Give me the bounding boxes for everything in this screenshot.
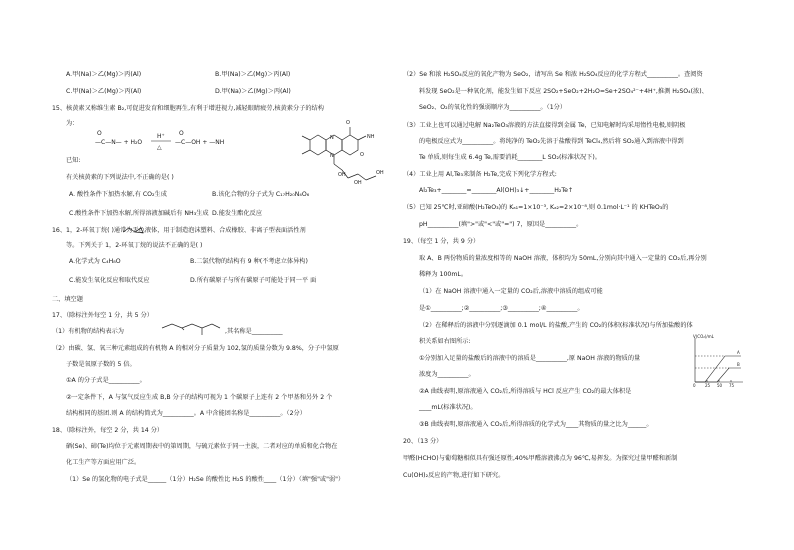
reaction-equation [95,130,245,152]
q20-line1: 甲醛(HCHO)与葡萄糖相似具有强还原性,40%甲醛溶液沸点为 96℃,易挥发。为探究过量甲醛和新制 [403,455,678,462]
co2-volume-graph [685,334,745,389]
q19-line1: 取 A、B 两份物质的量浓度相等的 NaOH 溶液，体积均为 50mL,分别向其中通入一定量的 CO₂后,再分别 [419,255,707,262]
q20-header: 20、（13 分） [403,438,443,445]
q16-option-b: B.二氯代物的结构有 9 种(不考虑立体异构) [190,258,308,265]
q16-option-a: A.化学式为 C₄H₈O [69,258,121,265]
q17-part2-line4: ②一定条件下，A 与氢气反应生成 B,B 分子的结构可视为 1 个碳原子上连有 2 个甲基和另外 2 个 [66,394,333,401]
graph-xtick-3: 75 [729,383,735,388]
svg-text:O: O [346,120,350,126]
svg-text:—C—OH + —NH: —C—OH + —NH [175,139,225,146]
riboflavin-structure [296,112,388,190]
q19-part2-line3: ①分别加入足量的盐酸后的溶液中的溶质是__________,原 NaOH 溶液的物质的量 [419,355,641,362]
q17-header: 17、（除标注外每空 1 分，共 5 分） [52,312,153,319]
q18-part5-line1: （5）已知 25℃时,亚碲酸(H₂TeO₃)的 Kₐ₁=1×10⁻³, Kₐ₂=2×10⁻⁸,则 0.1mol·L⁻¹ 的 KHTeO₃的 [403,204,669,211]
q19-part1-line1: （1）在 NaOH 溶液中通入一定量的 CO₂后,溶液中溶质的组成可能 [419,288,603,295]
q18-line2: 化工生产等方面应用广泛。 [66,459,141,466]
svg-text:N: N [330,153,334,159]
q16-line1: 16、1，2-环氧丁烷( )通常为无色液体，用于制造泡沫塑料、合成橡胶、非离子型表面活性剂 [52,227,306,234]
graph-xtick-0: 0 [693,383,696,388]
q18-part3-line2: 的电极反应式为__________。将纯净的 TeO₂先溶于盐酸得到 TeCl₄,然后将 SO₂通入到溶液中得到 [419,138,684,145]
svg-text:△: △ [157,144,162,151]
q19-part2-line6: ____mL(标准状况)。 [419,404,477,411]
svg-text:OH: OH [354,180,362,186]
q18-part3-line3: Te 单质,则每生成 6.4g Te,需要消耗________L SO₂(标准状况下)。 [419,154,601,161]
q19-line2: 稀释为 100mL。 [419,271,468,278]
skeletal-formula [160,318,222,336]
q19-part2-line7: ③B 曲线表明,原溶液通入 CO₂后,所得溶质的化学式为____其物质的量之比为______。 [419,421,653,428]
q18-part2-line1: （2）Se 和浓 H₂SO₄反应的氧化产物为 SeO₂，请写出 Se 和浓 H₂SO₄反应的化学方程式__________。查阅资 [403,71,703,78]
q17-part2-line5: 结构相同的基团.则 A 的结构简式为__________。A 中含能团名称是__________。（2分） [66,410,306,417]
section-2-title: 二、填空题 [52,296,83,303]
graph-xtick-2: 50 [717,383,723,388]
known-label: 已知: [66,157,81,164]
graph-curve-b-label: B [737,362,740,367]
q18-part2-line2: 料发现 SeO₂是一种氧化剂，能发生如下反应 2SO₂+SeO₂+2H₂O=Se+2SO₄²⁻+4H⁺,推测 H₂SO₄(浓)、 [419,88,708,95]
q14-option-c: C.甲(Na)＞乙(Mg)＞丙(Al) [66,88,142,95]
q15-option-c: C.酸性条件下加热水解,所得溶液加碱后有 NH₃生成 [69,210,209,217]
graph-ylabel: V(CO₂)/mL [693,334,714,339]
q18-part3-line1: （3）工业上也可以通过电解 Na₂TeO₃溶液的方法直接得到金属 Te，已知电解时均采用惰性电极,则阴极 [403,122,686,129]
q18-part4-equation: Al₂Te₃+________=________Al(OH)₃↓+________H₂Te↑ [419,187,574,194]
q20-line2: Cu(OH)₂反应的产物,进行如下研究。 [403,472,505,479]
q15-option-b: B.该化合物的分子式为 C₁₇H₂₀N₄O₆ [212,191,310,198]
svg-text:OH: OH [376,170,384,176]
q14-option-d: D.甲(Na)＞乙(Mg)＞丙(Al) [215,88,291,95]
q14-option-a: A.甲(Na)＞乙(Mg)＞丙(Al) [66,71,142,78]
q16-option-d: D.所有碳原子与所有碳原子可能处于同一平 面 [190,277,317,284]
q15-question: 有关核黄素的下列说法中,不正确的是( ) [66,174,174,181]
q18-part5-line2: pH__________(填">"或"<"或"=") 7，原因是__________。 [419,221,583,228]
q19-part2-line5: ②A 曲线表明,原溶液通入 CO₂后,所得溶质与 HCl 反应产生 CO₂的最大体积是 [419,388,632,395]
svg-text:—C—N— + H₂O: —C—N— + H₂O [95,139,143,146]
svg-text:N: N [330,135,334,141]
q16-line2: 等。下列关于 1，2-环氧丁烷的说法不正确的是( ) [66,242,203,249]
q19-part1-line2: 是①__________;②__________;③__________;④__________。 [419,305,584,312]
q15-line1: 15、核黄素又称维生素 B₂,可促进发育和细胞再生,有利于增进视力,减轻眼睛疲劳,核黄素分子的结构 [52,105,324,112]
q15-line2: 为： [66,120,79,127]
q18-part2-line3: SeO₂、O₂的氧化性的强弱顺序为__________。（1分） [419,104,567,111]
q17-part2-line1: （2）由碳、氢、氧三种元素组成的有机物 A 的相对分子质量为 102,氢的质量分数为 9.8%，分子中氢原 [52,345,339,352]
svg-text:O: O [97,130,102,137]
q17-part2-line3: ①A 的分子式是__________。 [66,377,146,384]
q19-part2-line1: （2）在稀释后的溶液中分别逐滴加 0.1 mol/L 的盐酸,产生的 CO₂的体积(标准状况)与所加盐酸的体 [419,322,693,329]
svg-text:OH: OH [338,172,346,178]
q19-part2-line2: 积关系如右图所示: [419,338,471,345]
graph-curve-a-label: A [737,350,740,355]
svg-text:O: O [179,130,184,137]
q15-option-d: D.能发生酯化反应 [212,210,263,217]
svg-text:H⁺: H⁺ [157,133,165,140]
q14-option-b: B.甲(Na)＞乙(Mg)＞丙(Al) [215,71,291,78]
epoxybutane-structure [121,224,147,236]
q18-line3: （1）Se 的氢化物的电子式是______（1分）H₂Se 的酸性比 H₂S 的酸性____（1分）（填"强"或"弱"） [66,476,345,483]
graph-xtick-1: 25 [705,383,711,388]
q19-header: 19、（每空 1 分，共 9 分） [403,238,480,245]
svg-text:O: O [360,152,364,158]
q19-part2-line4: 浓度为__________。 [419,371,475,378]
svg-text:NH: NH [367,134,375,140]
q18-part4-line1: （4）工业上用 Al,Te₃来制备 H₂Te,完成下列化学方程式: [403,171,557,178]
q17-part1: （1）有机物的结构表示为 [52,328,124,335]
q18-header: 18、（除标注外，每空 2 分，共 14 分） [52,427,164,434]
q17-part1-answer: ,其名称是__________ [225,328,283,335]
q18-line1: 硒(Se)、碲(Te)均位于元素周期表中的第周期，与硫元素位于同一主族，二者对应的单质和化合物在 [66,443,338,450]
q17-part2-line2: 子数是氧原子数的 5 倍。 [66,361,136,368]
q16-option-c: C.能发生氧化反应和取代反应 [69,277,150,284]
q15-option-a: A. 酸性条件下加热水解,有 CO₂生成 [69,191,167,198]
